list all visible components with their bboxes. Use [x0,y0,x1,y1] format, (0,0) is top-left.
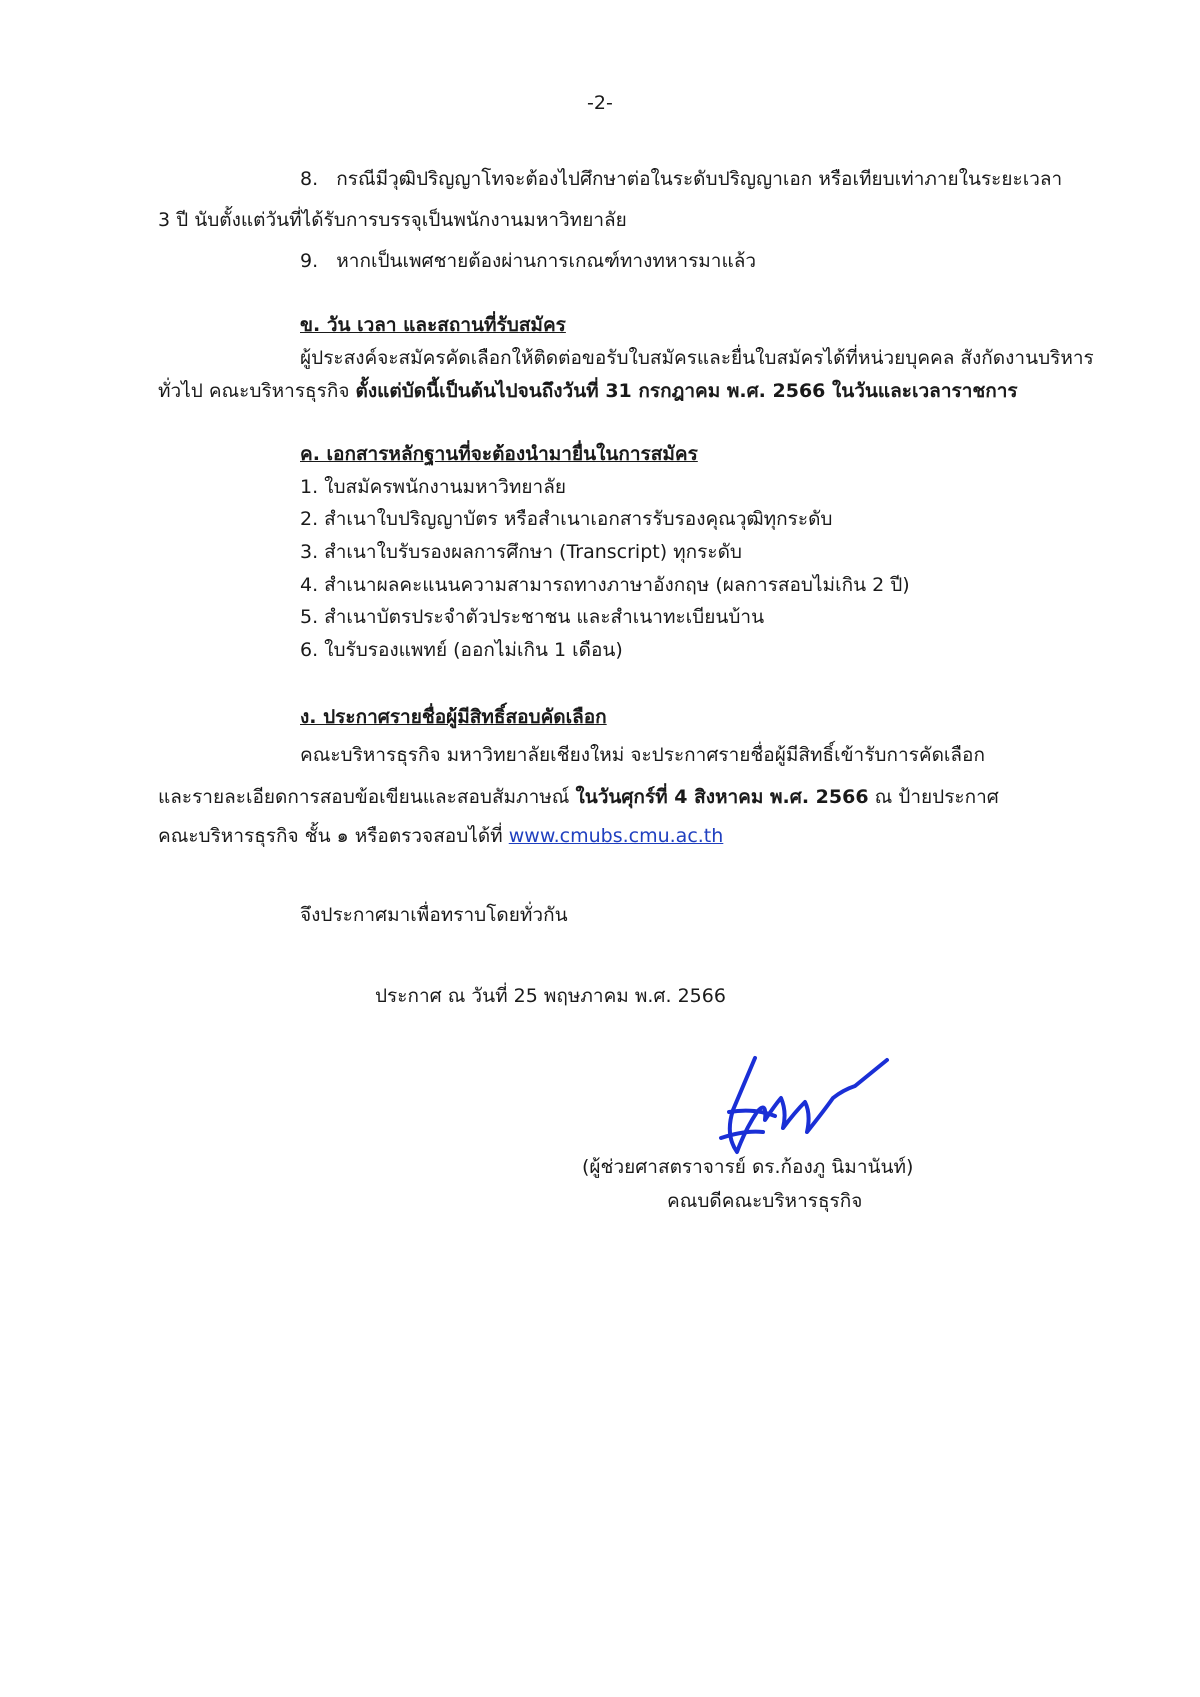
page-number: -2- [587,92,613,114]
item-number: 9. [300,250,319,272]
item-text: หากเป็นเพศชายต้องผ่านการเกณฑ์ทางทหารมาแล้ว [336,250,757,272]
announcement-date: ในวันศุกร์ที่ 4 สิงหาคม พ.ศ. 2566 [575,786,869,808]
signatory-name: (ผู้ช่วยศาสตราจารย์ ดร.ก้องภู นิมานันท์) [582,1156,914,1178]
document-item-4: 4. สำเนาผลคะแนนความสามารถทางภาษาอังกฤษ (ผลการสอบไม่เกิน 2 ปี) [300,574,910,596]
section-b-paragraph-line1: ผู้ประสงค์จะสมัครคัดเลือกให้ติดต่อขอรับใบสมัครและยื่นใบสมัครได้ที่หน่วยบุคคล สังกัดงานบริหาร [300,347,1094,369]
signature [715,1050,890,1160]
section-d-paragraph-line1: คณะบริหารธุรกิจ มหาวิทยาลัยเชียงใหม่ จะประกาศรายชื่อผู้มีสิทธิ์เข้ารับการคัดเลือก [300,744,985,766]
item-text: กรณีมีวุฒิปริญญาโทจะต้องไปศึกษาต่อในระดับปริญญาเอก หรือเทียบเท่าภายในระยะเวลา [336,168,1063,190]
qualification-item-8 [300,168,1062,191]
document-item-2: 2. สำเนาใบปริญญาบัตร หรือสำเนาเอกสารรับรองคุณวุฒิทุกระดับ [300,508,833,530]
website-link[interactable]: www.cmubs.cmu.ac.th [508,825,724,847]
section-d-text-tail: ณ ป้ายประกาศ [868,786,999,808]
section-b-heading: ข. วัน เวลา และสถานที่รับสมัคร [300,314,566,336]
section-d-heading: ง. ประกาศรายชื่อผู้มีสิทธิ์สอบคัดเลือก [300,706,607,728]
section-d-paragraph-line3 [158,825,723,848]
qualification-item-8-continued: 3 ปี นับตั้งแต่วันที่ได้รับการบรรจุเป็นพนักงานมหาวิทยาลัย [158,209,627,231]
announce-date: ประกาศ ณ วันที่ 25 พฤษภาคม พ.ศ. 2566 [375,985,726,1007]
section-b-text: ทั่วไป คณะบริหารธุรกิจ [158,380,356,402]
item-number: 8. [300,168,319,190]
closing-statement: จึงประกาศมาเพื่อทราบโดยทั่วกัน [300,904,568,926]
document-item-3: 3. สำเนาใบรับรองผลการศึกษา (Transcript) ทุกระดับ [300,541,742,563]
document-item-1: 1. ใบสมัครพนักงานมหาวิทยาลัย [300,476,566,498]
signatory-title: คณบดีคณะบริหารธุรกิจ [667,1190,863,1212]
section-d-text: คณะบริหารธุรกิจ ชั้น ๑ หรือตรวจสอบได้ที่ [158,825,509,847]
document-item-5: 5. สำเนาบัตรประจำตัวประชาชน และสำเนาทะเบียนบ้าน [300,606,765,628]
section-d-text: และรายละเอียดการสอบข้อเขียนและสอบสัมภาษณ์ [158,786,576,808]
qualification-item-9 [300,250,756,273]
application-period: ตั้งแต่บัดนี้เป็นต้นไปจนถึงวันที่ 31 กรกฎาคม พ.ศ. 2566 ในวันและเวลาราชการ [355,380,1018,402]
document-item-6: 6. ใบรับรองแพทย์ (ออกไม่เกิน 1 เดือน) [300,639,623,661]
section-c-heading: ค. เอกสารหลักฐานที่จะต้องนำมายื่นในการสมัคร [300,443,698,465]
section-b-paragraph-line2 [158,380,1018,403]
section-d-paragraph-line2 [158,786,999,809]
